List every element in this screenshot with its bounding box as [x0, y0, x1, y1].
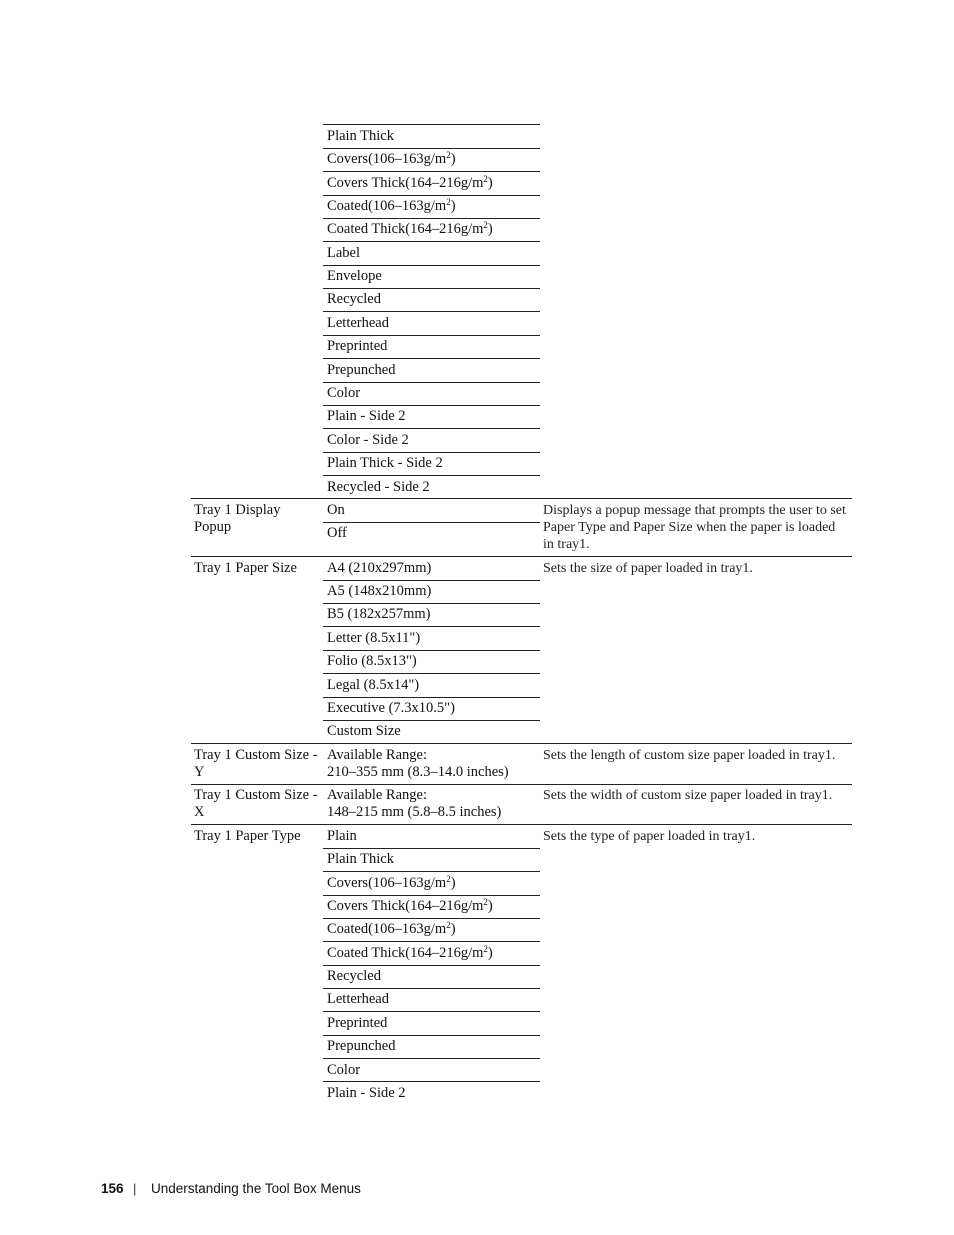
row-divider	[323, 265, 540, 266]
option-legal: Legal (8.5x14")	[327, 677, 420, 693]
option-a5: A5 (148x210mm)	[327, 583, 432, 599]
option-coated: $Coated(106-163g/m^2)$	[327, 197, 456, 214]
row-divider	[323, 673, 540, 674]
option-covers-thick: Covers $Thick(164-216g/m^2)$	[327, 174, 493, 191]
option-coated: $Coated(106-163g/m^2)$	[327, 920, 456, 937]
row-divider	[323, 580, 540, 581]
row-divider	[323, 1058, 540, 1059]
row-divider	[323, 358, 540, 359]
section-divider	[191, 556, 852, 557]
setting-description-paper-type: Sets the type of paper loaded in tray1.	[543, 829, 756, 844]
option-a4: A4 (210x297mm)	[327, 560, 432, 576]
option-letterhead: Letterhead	[327, 315, 389, 331]
option-plain-thick: Plain Thick	[327, 128, 394, 144]
option-coated-thick: Coated $Thick(164-216g/m^2)$	[327, 220, 493, 237]
section-divider	[191, 824, 852, 825]
row-divider	[323, 697, 540, 698]
option-plain: Plain	[327, 828, 357, 844]
option-covers: $Covers(106-163g/m^2)$	[327, 150, 456, 167]
setting-description-custom-y: Sets the length of custom size paper loaded in tray1.	[543, 748, 836, 763]
setting-description-paper-size: Sets the size of paper loaded in tray1.	[543, 561, 753, 576]
row-divider	[323, 241, 540, 242]
row-divider	[323, 871, 540, 872]
option-color: Color	[327, 385, 361, 401]
option-letterhead: Letterhead	[327, 991, 389, 1007]
row-divider	[323, 626, 540, 627]
row-divider	[323, 1035, 540, 1036]
option-plain-side2: Plain - Side 2	[327, 408, 406, 424]
option-covers-thick: Covers $Thick(164-216g/m^2)$	[327, 897, 493, 914]
row-divider	[323, 1011, 540, 1012]
row-divider	[323, 475, 540, 476]
option-executive: Executive (7.3x10.5")	[327, 700, 455, 716]
setting-label-custom-x: Tray 1 Custom Size - X	[194, 787, 318, 820]
row-divider	[323, 405, 540, 406]
option-plain-side2: Plain - Side 2	[327, 1085, 406, 1101]
row-divider	[323, 288, 540, 289]
option-folio: Folio (8.5x13")	[327, 653, 417, 669]
row-divider	[323, 195, 540, 196]
range-value-custom-x: Available Range: 148–215 mm (5.8–8.5 inches)	[327, 787, 502, 820]
footer-separator: |	[133, 1181, 137, 1196]
row-divider	[323, 428, 540, 429]
row-divider	[323, 452, 540, 453]
setting-description-custom-x: Sets the width of custom size paper loaded in tray1.	[543, 788, 833, 803]
option-recycled-side2: Recycled - Side 2	[327, 479, 430, 495]
row-divider	[323, 382, 540, 383]
option-color-side2: Color - Side 2	[327, 432, 409, 448]
row-divider	[323, 218, 540, 219]
option-on: On	[327, 502, 345, 518]
option-prepunched: Prepunched	[327, 362, 396, 378]
row-divider	[323, 848, 540, 849]
row-divider	[323, 650, 540, 651]
option-label: Label	[327, 245, 361, 261]
option-preprinted: Preprinted	[327, 338, 388, 354]
row-divider	[323, 522, 540, 523]
option-custom-size: Custom Size	[327, 723, 401, 739]
setting-label-paper-size: Tray 1 Paper Size	[194, 560, 297, 576]
option-b5: B5 (182x257mm)	[327, 606, 431, 622]
option-color: Color	[327, 1062, 361, 1078]
footer-section-title: Understanding the Tool Box Menus	[151, 1181, 361, 1196]
row-divider	[323, 311, 540, 312]
row-divider	[323, 988, 540, 989]
row-divider	[323, 965, 540, 966]
row-divider	[323, 335, 540, 336]
option-recycled: Recycled	[327, 968, 381, 984]
row-divider	[323, 918, 540, 919]
section-divider	[191, 743, 852, 744]
option-envelope: Envelope	[327, 268, 382, 284]
option-preprinted: Preprinted	[327, 1015, 388, 1031]
row-divider	[323, 720, 540, 721]
row-divider	[323, 171, 540, 172]
setting-label-paper-type: Tray 1 Paper Type	[194, 828, 301, 844]
row-divider	[323, 603, 540, 604]
setting-label-custom-y: Tray 1 Custom Size - Y	[194, 747, 318, 780]
option-plain-thick-side2: Plain Thick - Side 2	[327, 455, 443, 471]
row-divider	[323, 895, 540, 896]
option-recycled: Recycled	[327, 291, 381, 307]
section-divider	[191, 784, 852, 785]
option-letter: Letter (8.5x11")	[327, 630, 421, 646]
option-off: Off	[327, 525, 347, 541]
row-divider	[323, 941, 540, 942]
row-divider	[323, 124, 540, 125]
page-number: 156	[101, 1181, 124, 1196]
range-value-custom-y: Available Range: 210–355 mm (8.3–14.0 inches)	[327, 747, 509, 780]
row-divider	[323, 1081, 540, 1082]
option-prepunched: Prepunched	[327, 1038, 396, 1054]
setting-label-display-popup: Tray 1 Display Popup	[194, 502, 281, 535]
option-plain-thick: Plain Thick	[327, 851, 394, 867]
section-divider	[191, 498, 852, 499]
row-divider	[323, 148, 540, 149]
option-covers: $Covers(106-163g/m^2)$	[327, 874, 456, 891]
setting-description-display-popup: Displays a popup message that prompts the user to set Paper Type and Paper Size when the paper is loaded in tray1.	[543, 503, 846, 552]
option-coated-thick: Coated $Thick(164-216g/m^2)$	[327, 944, 493, 961]
